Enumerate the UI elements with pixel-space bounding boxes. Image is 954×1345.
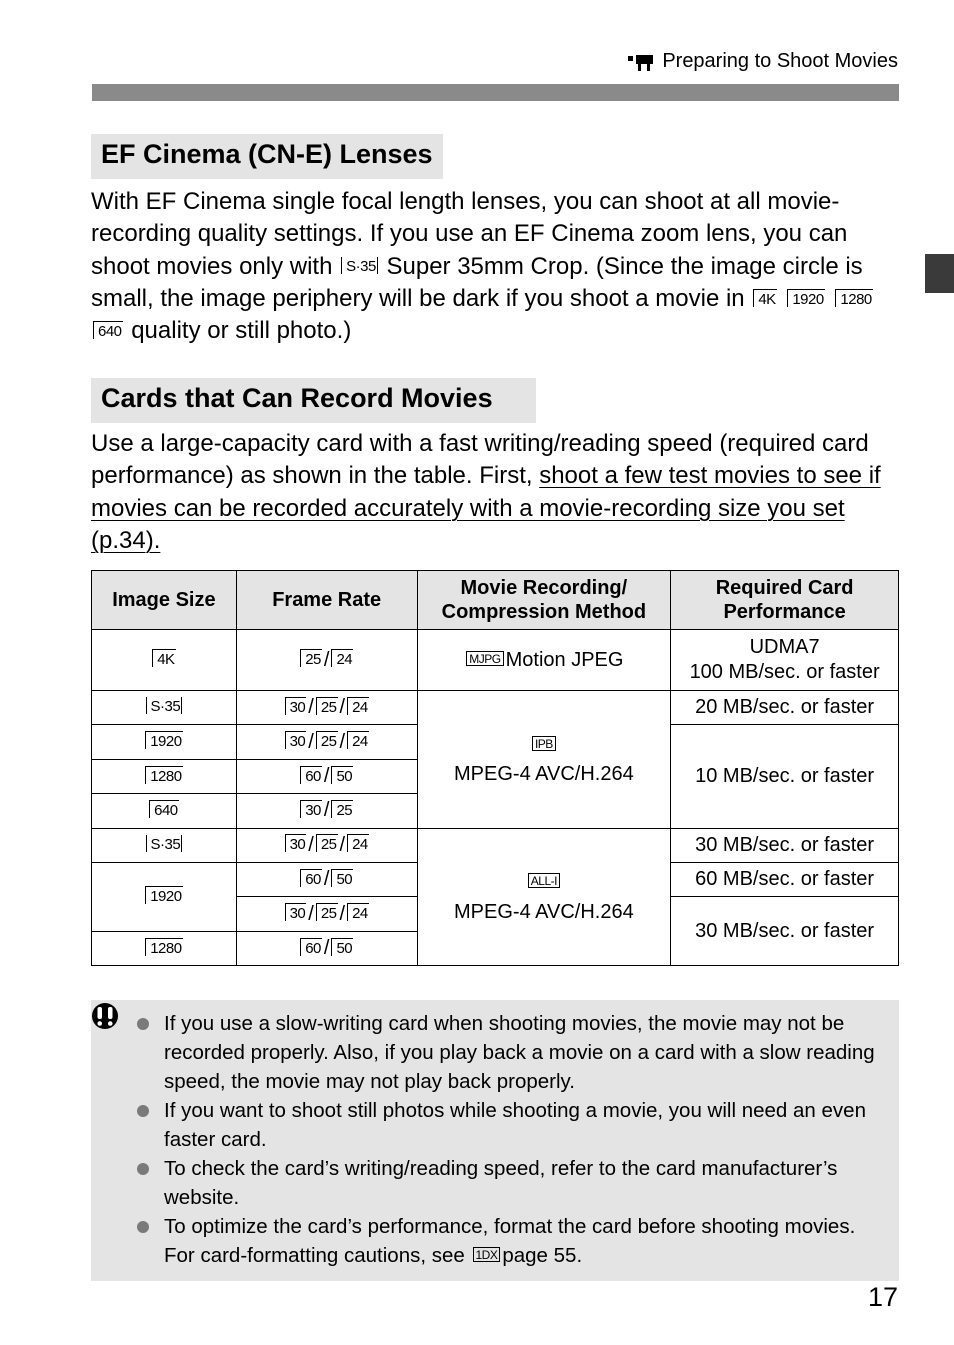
col-header-frame-rate: Frame Rate xyxy=(236,571,417,630)
table-row: S·35 30 / 25 / 24 ALL-I MPEG-4 AVC/H.264 30 MB/sec. or faster xyxy=(92,828,899,862)
size-1920-icon: 1920 xyxy=(787,289,824,307)
table-row: S·35 30 / 25 / 24 IPB MPEG-4 AVC/H.264 20 MB/sec. or faster xyxy=(92,691,899,725)
movie-camera-icon xyxy=(628,53,654,71)
table-row: 1920 60 / 50 60 MB/sec. or faster xyxy=(92,862,899,896)
fps-25-icon: 25 xyxy=(316,834,338,852)
fps-25-icon: 25 xyxy=(316,697,338,715)
header-bar xyxy=(92,84,899,101)
fps-24-icon: 24 xyxy=(331,649,353,667)
page-header xyxy=(628,50,898,73)
caution-box xyxy=(91,1000,899,1281)
fps-30-icon: 30 xyxy=(285,834,307,852)
fps-30-icon: 30 xyxy=(285,697,307,715)
mjpg-icon: MJPG xyxy=(466,651,503,666)
camera-1dx-icon: 1DX xyxy=(473,1247,501,1262)
list-item: To check the card’s writing/reading speed, refer to the card manufacturer’s website. xyxy=(135,1154,875,1212)
section-heading-cards: Cards that Can Record Movies xyxy=(91,378,536,423)
fps-24-icon: 24 xyxy=(347,697,369,715)
fps-24-icon: 24 xyxy=(347,903,369,921)
size-1920-icon: 1920 xyxy=(145,886,182,904)
super35-crop-icon: S·35 xyxy=(146,835,183,852)
caution-list xyxy=(135,1009,875,1270)
fps-24-icon: 24 xyxy=(347,834,369,852)
fps-30-icon: 30 xyxy=(285,903,307,921)
section-heading-ef-cinema: EF Cinema (CN-E) Lenses xyxy=(91,134,443,179)
test-movies-note: shoot a few test movies to see if movies can be recorded accurately with a movie-recording size you set (p.34). xyxy=(91,462,881,554)
chapter-tab xyxy=(925,254,954,293)
size-4k-icon: 4K xyxy=(753,289,776,307)
size-640-icon: 640 xyxy=(93,321,123,339)
table-row: 640 30 / 25 xyxy=(92,794,899,828)
fps-50-icon: 50 xyxy=(331,938,353,956)
header-title: Preparing to Shoot Movies xyxy=(662,50,898,72)
ipb-icon: IPB xyxy=(532,736,556,751)
fps-25-icon: 25 xyxy=(300,649,322,667)
list-item: If you want to shoot still photos while shooting a movie, you will need an even faster card. xyxy=(135,1096,875,1154)
ef-cinema-paragraph: With EF Cinema single focal length lenses, you can shoot at all movie-recording quality settings. If you use an EF Cinema zoom lens, you can shoot movies only with S·35 Super 35mm Crop. (Since the image circle is small, the image periphery will be dark if you shoot a movie in 4K 1920 1280 640 quality or still photo.) xyxy=(91,188,872,345)
fps-60-icon: 60 xyxy=(300,938,322,956)
table-row: 1280 60 / 50 xyxy=(92,759,899,793)
page-number: 17 xyxy=(867,1282,898,1312)
fps-50-icon: 50 xyxy=(331,869,353,887)
table-row: 4K 25 / 24 MJPG Motion JPEG UDMA7 100 MB/sec. or faster xyxy=(92,630,899,691)
table-row: 30 / 25 / 24 30 MB/sec. or faster xyxy=(92,897,899,931)
fps-50-icon: 50 xyxy=(331,766,353,784)
table-row: 1280 60 / 50 xyxy=(92,931,899,965)
fps-25-icon: 25 xyxy=(316,903,338,921)
fps-24-icon: 24 xyxy=(347,731,369,749)
col-header-card-performance: Required Card Performance xyxy=(671,571,899,630)
list-item: To optimize the card’s performance, format the card before shooting movies. For card-formatting cautions, see 1DX page 55. xyxy=(135,1212,875,1270)
fps-60-icon: 60 xyxy=(300,766,322,784)
size-4k-icon: 4K xyxy=(152,649,175,667)
size-1280-icon: 1280 xyxy=(145,766,182,784)
size-1920-icon: 1920 xyxy=(145,731,182,749)
size-640-icon: 640 xyxy=(149,800,179,818)
size-1280-icon: 1280 xyxy=(835,289,872,307)
size-1280-icon: 1280 xyxy=(145,938,182,956)
super35-crop-icon: S·35 xyxy=(146,697,183,714)
col-header-compression: Movie Recording/ Compression Method xyxy=(417,571,671,630)
all-i-icon: ALL-I xyxy=(528,873,560,888)
cards-paragraph: Use a large-capacity card with a fast writing/reading speed (required card performance) as shown in the table. First, shoot a few test movies to see if movies can be recorded accurately with a movie-recording size you set (p.34). xyxy=(91,430,881,554)
fps-25-icon: 25 xyxy=(316,731,338,749)
super35-crop-icon: S·35 xyxy=(341,257,378,274)
caution-icon xyxy=(91,1002,119,1030)
fps-30-icon: 30 xyxy=(300,800,322,818)
col-header-image-size: Image Size xyxy=(92,571,237,630)
fps-60-icon: 60 xyxy=(300,869,322,887)
fps-25-icon: 25 xyxy=(331,800,353,818)
list-item: If you use a slow-writing card when shooting movies, the movie may not be recorded properly. Also, if you play back a movie on a card with a slow reading speed, the movie may not play back properly. xyxy=(135,1009,875,1096)
card-requirements-table xyxy=(91,570,899,966)
table-row: 1920 30 / 25 / 24 10 MB/sec. or faster xyxy=(92,725,899,759)
fps-30-icon: 30 xyxy=(285,731,307,749)
